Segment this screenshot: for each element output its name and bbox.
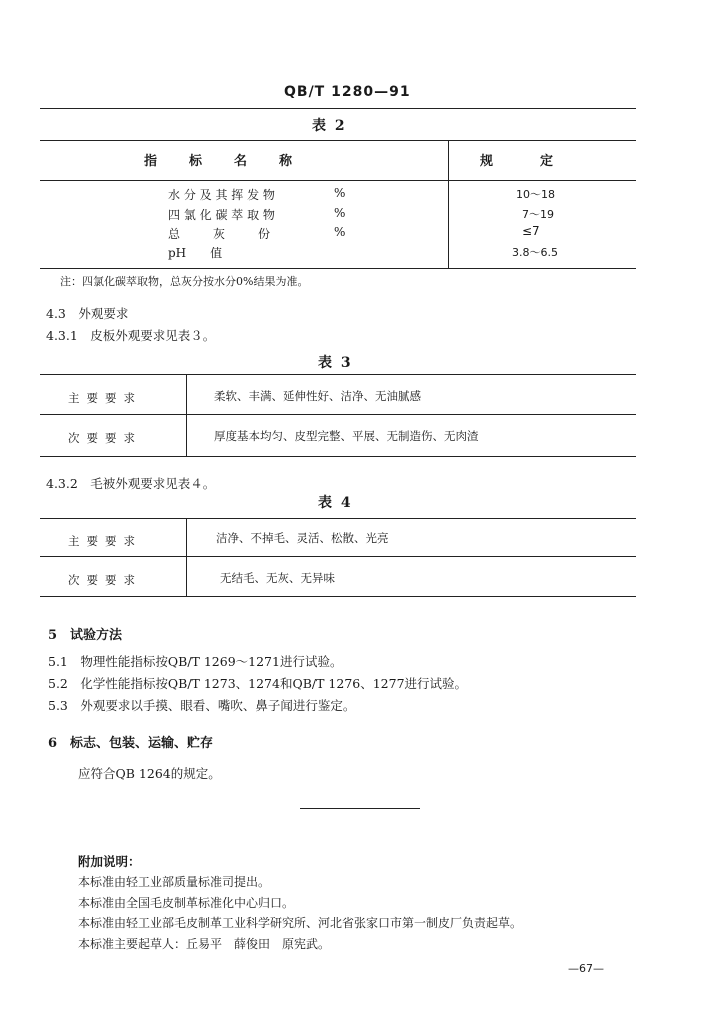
indicator-unit: % [334,225,346,239]
table3-column-divider [186,374,187,456]
requirement-label: 主要要求 [68,391,142,405]
table2-caption: 表 2 [312,118,347,134]
footer-line: 本标准由轻工业部毛皮制革工业科学研究所、河北省张家口市第一制皮厂负责起草。 [78,916,523,930]
indicator-name: pH 值 [168,246,223,260]
table2-column-divider [448,140,449,268]
table2-bottom-rule [40,268,636,269]
table3-caption: 表 3 [318,355,353,371]
footer-line: 本标准主要起草人：丘易平 薛俊田 原宪武。 [78,937,331,951]
table4-middle-rule [40,556,636,557]
section-5-2: 5.2 化学性能指标按QB/T 1273、1274和QB/T 1276、1277进行试验。 [48,676,468,691]
section-4-3-title: 4.3 外观要求 [46,306,129,321]
table3-top-rule [40,374,636,375]
footer-separator [300,808,420,809]
footer-title: 附加说明： [78,854,141,869]
indicator-value: 3.8～6.5 [512,246,558,259]
footer-line: 本标准由轻工业部质量标准司提出。 [78,875,271,889]
section-5-1: 5.1 物理性能指标按QB/T 1269～1271进行试验。 [48,654,343,669]
section-6-text: 应符合QB 1264的规定。 [78,766,221,781]
indicator-unit: % [334,186,346,200]
indicator-name: 总 灰 份 [168,227,274,241]
footer-line: 本标准由全国毛皮制革标准化中心归口。 [78,896,295,910]
table4-top-rule [40,518,636,519]
requirement-text: 柔软、丰满、延伸性好、洁净、无油腻感 [214,389,421,403]
indicator-value: 7～19 [522,208,554,221]
requirement-text: 厚度基本均匀、皮型完整、平展、无制造伤、无肉渣 [214,429,479,443]
table4-caption: 表 4 [318,495,353,511]
requirement-text: 洁净、不掉毛、灵活、松散、光亮 [216,531,389,545]
table3-bottom-rule [40,456,636,457]
section-5-3: 5.3 外观要求以手摸、眼看、嘴吹、鼻子闻进行鉴定。 [48,698,356,713]
table4-column-divider [186,518,187,596]
table3-middle-rule [40,414,636,415]
indicator-name: 水 分 及 其 挥 发 物 [168,188,275,202]
requirement-label: 主要要求 [68,534,142,548]
table4-bottom-rule [40,596,636,597]
section-4-3-1: 4.3.1 皮板外观要求见表３。 [46,328,216,343]
indicator-name: 四 氯 化 碳 萃 取 物 [168,208,275,222]
section-4-3-2: 4.3.2 毛被外观要求见表４。 [46,476,216,491]
requirement-label: 次要要求 [68,573,142,587]
indicator-unit: % [334,206,346,220]
indicator-value: ≤7 [522,224,540,238]
page-number: —67— [568,962,604,975]
table2-note: 注：四氯化碳萃取物，总灰分按水分0%结果为准。 [60,275,309,288]
table2-top-rule [40,108,636,109]
requirement-text: 无结毛、无灰、无异味 [220,571,335,585]
requirement-label: 次要要求 [68,431,142,445]
standard-number: QB/T 1280—91 [284,84,411,100]
section-6-title: 6 标志、包装、运输、贮存 [48,736,214,751]
indicator-value: 10～18 [516,188,555,201]
table2-caption-rule [40,140,636,141]
table2-header-indicator: 指 标 名 称 [144,154,295,169]
table2-header-spec: 规 定 [480,154,556,169]
table2-header-rule [40,180,636,181]
section-5-title: 5 试验方法 [48,628,123,643]
